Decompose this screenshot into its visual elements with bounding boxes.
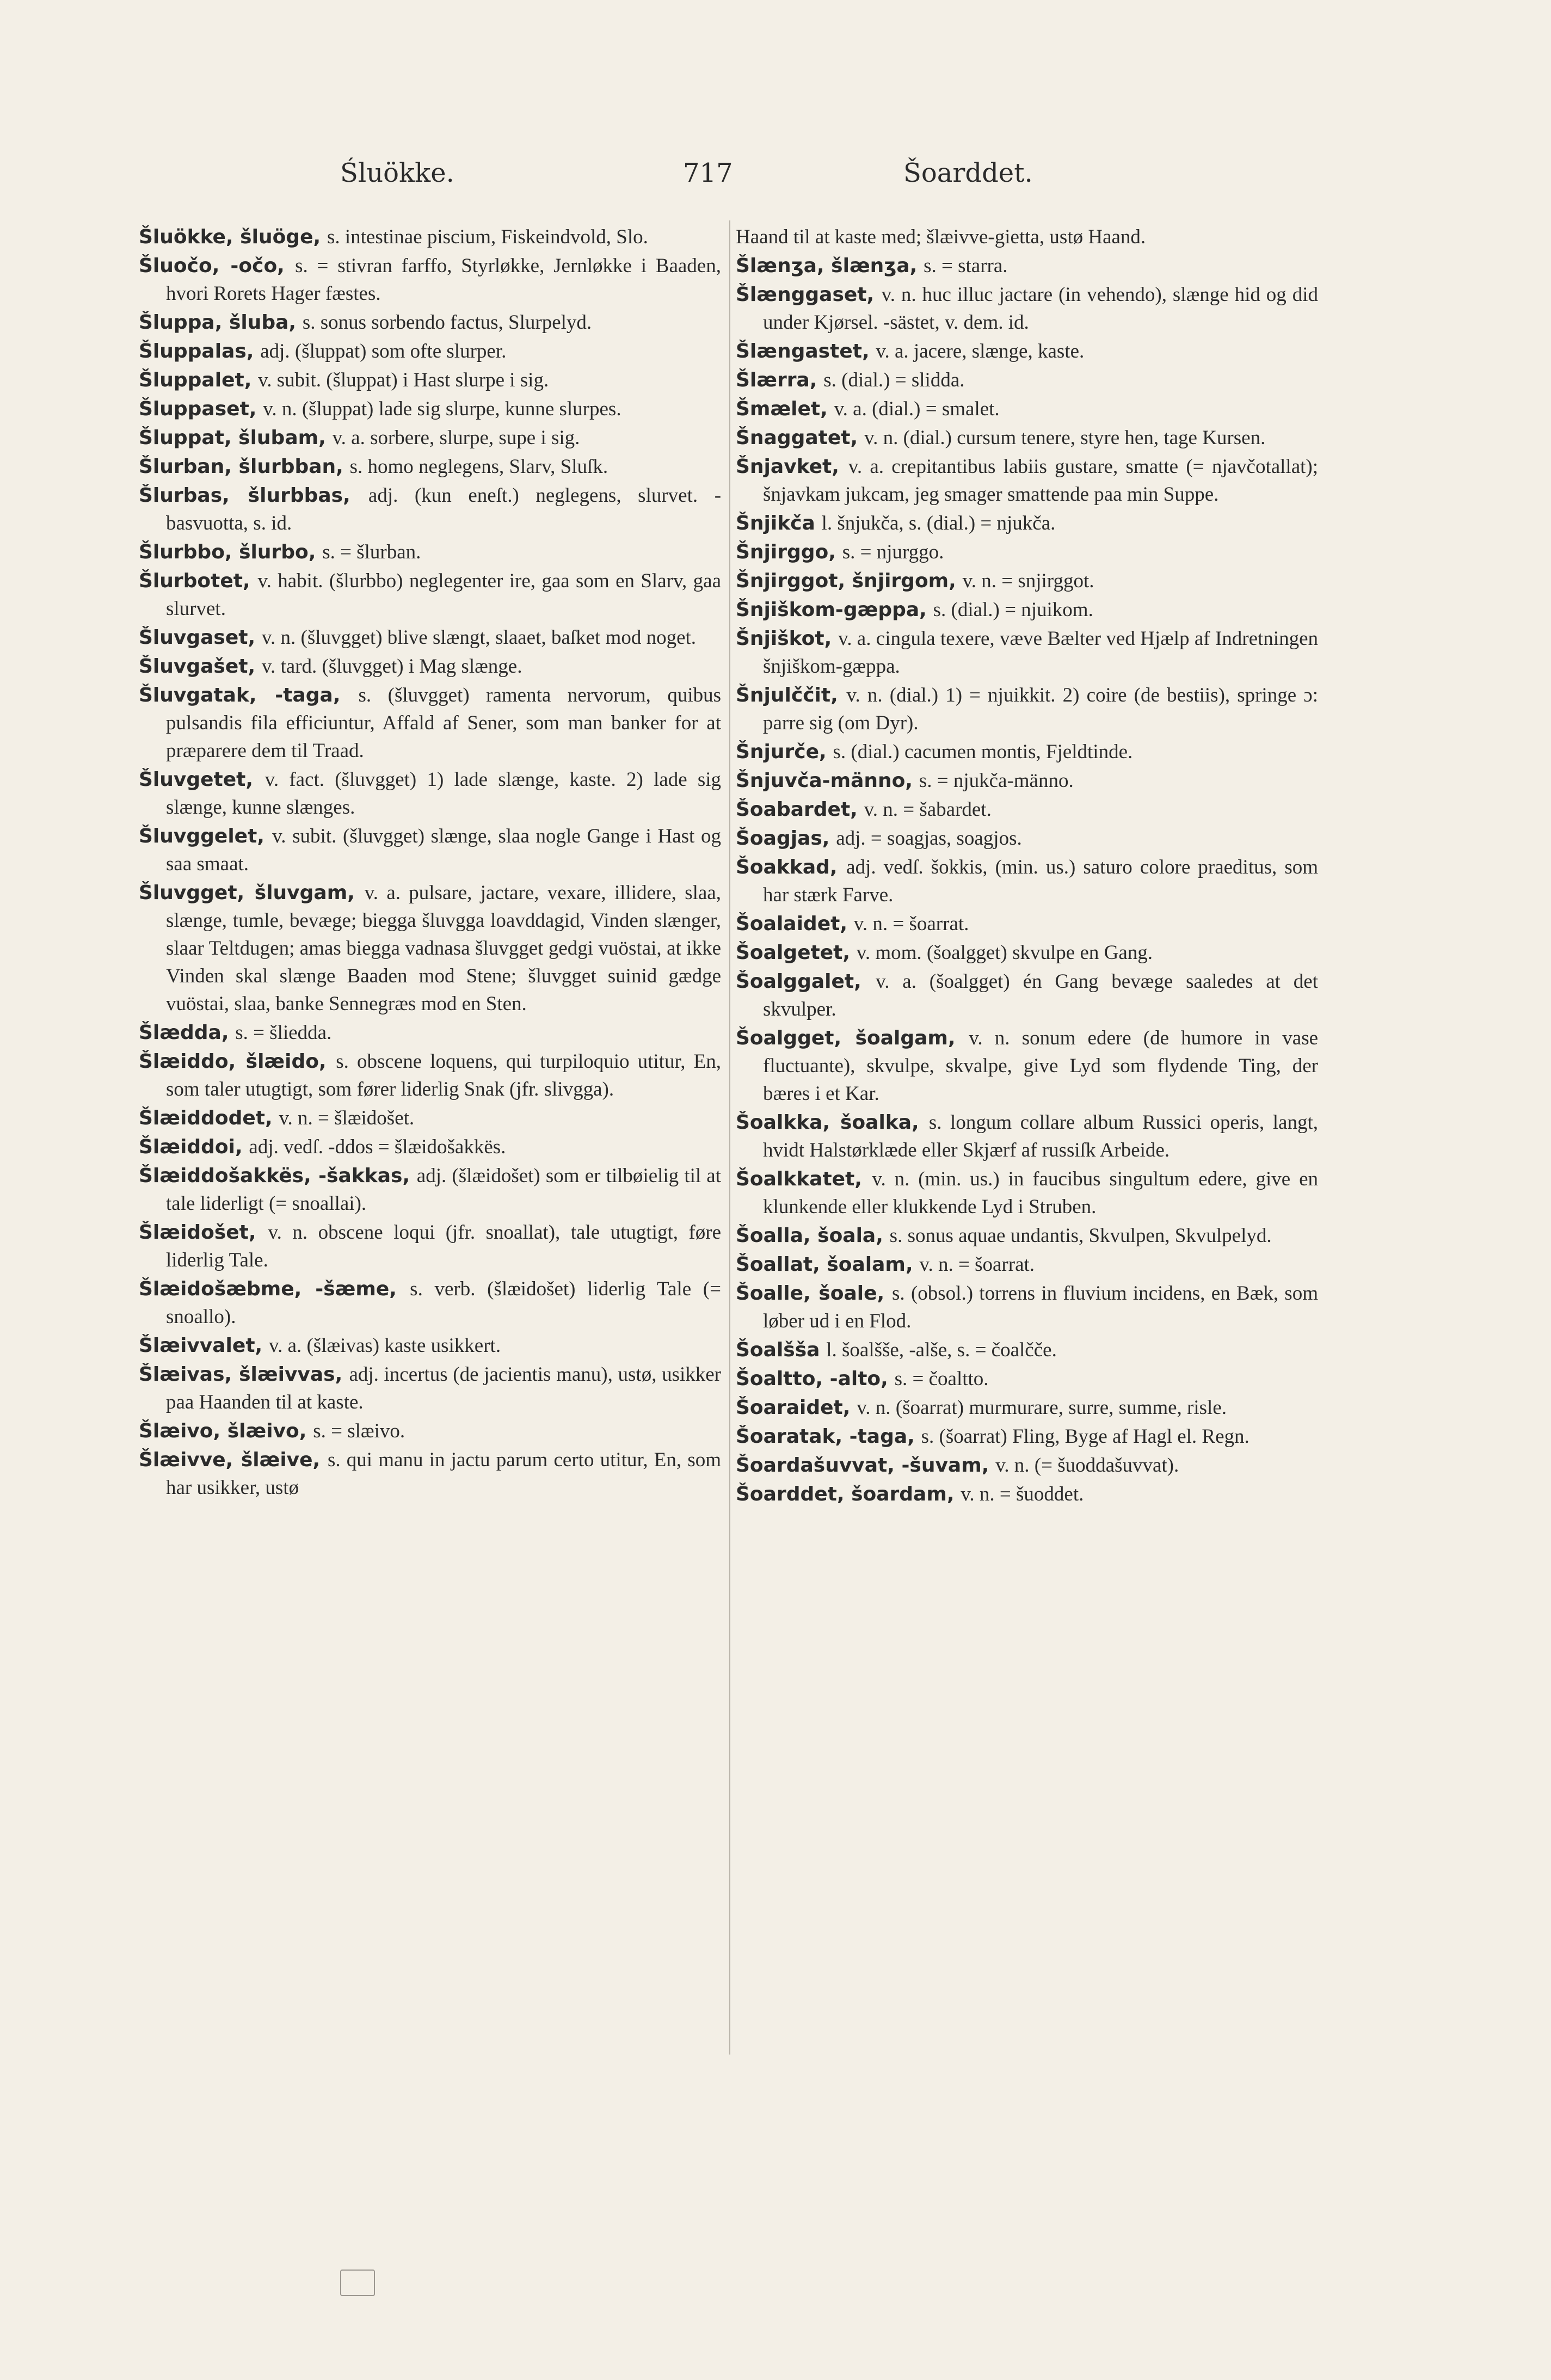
- dictionary-entry: [736, 939, 1318, 967]
- entry-headword: Šlænggaset,: [736, 284, 875, 306]
- dictionary-entry: [736, 252, 1318, 280]
- entry-definition: l. šnjukča, s. (dial.) = njukča.: [821, 512, 1056, 534]
- entry-definition: s. = čoaltto.: [894, 1368, 989, 1390]
- entry-definition: s. (šluvgget) ramenta nervorum, quibus pulsandis fila efficiuntur, Affald af Sener, som man banker for at præparere dem til Traad.: [166, 684, 722, 762]
- entry-definition: adj. = soagjas, soagjos.: [836, 827, 1022, 850]
- dictionary-entry: [139, 1048, 721, 1103]
- entry-headword: Šlurbbo, šlurbo,: [139, 541, 316, 563]
- entry-definition: v. n. = šabardet.: [864, 798, 992, 821]
- entry-headword: Šoagjas,: [736, 827, 830, 850]
- dictionary-entry: [736, 910, 1318, 938]
- entry-headword: Šnjuvča-männo,: [736, 770, 913, 792]
- entry-definition: v. n. (šluppat) lade sig slurpe, kunne slurpes.: [263, 398, 621, 420]
- dictionary-entry: [139, 482, 721, 537]
- dictionary-entry: [139, 624, 721, 651]
- entry-definition: v. n. sonum edere (de humore in vase fluctuante), skvulpe, skvalpe, give Lyd som flydende Ting, der bæres i et Kar.: [763, 1027, 1319, 1105]
- entry-headword: Šlænʒa, šlænʒa,: [736, 255, 918, 277]
- entry-definition: s. longum collare album Russici operis, langt, hvidt Halstørklæde eller Skjærf af russiſk Arbeide.: [763, 1111, 1318, 1161]
- entry-definition: s. (obsol.) torrens in fluvium incidens, en Bæk, som løber ud i en Flod.: [763, 1282, 1318, 1332]
- entry-definition: s. intestinae piscium, Fiskeindvold, Slo.: [327, 226, 648, 248]
- entry-definition: s. (šoarrat) Fling, Byge af Hagl el. Regn.: [921, 1425, 1250, 1448]
- entry-definition: v. a. cingula texere, væve Bælter ved Hjælp af Indretningen šnjiškom-gæppa.: [763, 628, 1318, 678]
- entry-headword: Šlængastet,: [736, 340, 870, 362]
- right-column: [736, 223, 1318, 1509]
- dictionary-entry: [736, 424, 1318, 452]
- dictionary-entry: [736, 1423, 1318, 1450]
- column-divider: [729, 220, 730, 2055]
- entry-headword: Šluvgaset,: [139, 626, 256, 649]
- entry-definition: v. n. (= šuoddašuvvat).: [995, 1454, 1179, 1477]
- entry-definition: v. mom. (šoalgget) skvulpe en Gang.: [856, 942, 1153, 964]
- entry-headword: Šnaggatet,: [736, 427, 858, 449]
- entry-definition: adj. vedſ. -ddos = šlæidošakkës.: [249, 1136, 506, 1158]
- entry-headword: Šluvgašet,: [139, 655, 256, 678]
- entry-definition: s. homo neglegens, Slarv, Sluſk.: [349, 456, 608, 478]
- entry-headword: Šnjiškot,: [736, 628, 832, 650]
- dictionary-entry: [736, 281, 1318, 336]
- entry-definition: s. sonus aquae undantis, Skvulpen, Skvulpelyd.: [889, 1225, 1272, 1247]
- entry-definition: s. = starra.: [924, 255, 1008, 277]
- entry-headword: Šluppaset,: [139, 398, 257, 420]
- entry-headword: Šoalgget, šoalgam,: [736, 1027, 956, 1049]
- dictionary-entry: [139, 1133, 721, 1161]
- entry-headword: Šlæivve, šlæive,: [139, 1449, 321, 1471]
- left-column: [139, 223, 721, 1503]
- entry-headword: Šoakkad,: [736, 856, 838, 878]
- entry-headword: Šoalšša: [736, 1339, 820, 1361]
- entry-headword: Šnjiškom-gæppa,: [736, 599, 927, 621]
- dictionary-entry: [139, 1104, 721, 1132]
- entry-definition: v. n. huc illuc jactare (in vehendo), slænge hid og did under Kjørsel. -sästet, v. dem. id.: [763, 284, 1318, 334]
- entry-headword: Šluvgget, šluvgam,: [139, 882, 355, 904]
- dictionary-entry: [736, 1024, 1318, 1108]
- dictionary-entry: [736, 453, 1318, 508]
- entry-headword: Šoarddet, šoardam,: [736, 1483, 955, 1505]
- dictionary-entry: [139, 1332, 721, 1360]
- dictionary-entry: [736, 767, 1318, 795]
- dictionary-entry: [139, 538, 721, 566]
- dictionary-entry: [736, 1394, 1318, 1422]
- entry-headword: Šlurbas, šlurbbas,: [139, 484, 350, 507]
- entry-headword: Šnjurče,: [736, 741, 827, 763]
- entry-headword: Šlærra,: [736, 369, 817, 391]
- dictionary-entry: [736, 825, 1318, 852]
- entry-headword: Šnjavket,: [736, 456, 839, 478]
- dictionary-entry: [139, 223, 721, 251]
- entry-headword: Šlurban, šlurbban,: [139, 456, 343, 478]
- entry-definition: v. a. sorbere, slurpe, supe i sig.: [332, 427, 580, 449]
- entry-headword: Šlurbotet,: [139, 570, 250, 592]
- entry-headword: Šlæivo, šlæivo,: [139, 1420, 307, 1442]
- dictionary-entry: [139, 252, 721, 308]
- entry-definition: l. šoalšše, -alše, s. = čoalčče.: [826, 1339, 1057, 1361]
- entry-headword: Šoalle, šoale,: [736, 1282, 885, 1305]
- dictionary-entry: [736, 1251, 1318, 1278]
- entry-definition: s. = njukča-männo.: [919, 770, 1074, 792]
- dictionary-entry: [139, 337, 721, 365]
- entry-headword: Šoaratak, -taga,: [736, 1425, 915, 1448]
- dictionary-entry: [139, 453, 721, 481]
- entry-headword: Šlæiddo, šlæido,: [139, 1050, 327, 1073]
- entry-definition: v. n. (dial.) cursum tenere, styre hen, tage Kursen.: [864, 427, 1266, 449]
- entry-definition: v. n. = snjirggot.: [962, 570, 1094, 592]
- entry-definition: v. n. (šluvgget) blive slængt, slaaet, baſket mod noget.: [261, 626, 697, 649]
- entry-definition: v. n. = šoarrat.: [853, 913, 969, 935]
- dictionary-entry: [736, 1165, 1318, 1221]
- entry-headword: Šoalla, šoala,: [736, 1225, 883, 1247]
- dictionary-entry: [139, 1162, 721, 1217]
- dictionary-entry: [736, 223, 1318, 251]
- entry-definition: v. a. (šoalgget) én Gang bevæge saaledes at det skvulper.: [763, 970, 1318, 1020]
- entry-headword: Šoalggalet,: [736, 970, 861, 993]
- entry-headword: Šlædda,: [139, 1022, 229, 1044]
- dictionary-entry: [736, 968, 1318, 1023]
- entry-headword: Šnjirggo,: [736, 541, 836, 563]
- entry-definition: s. verb. (šlæidošet) liderlig Tale (= snoallo).: [166, 1278, 721, 1328]
- entry-headword: Šluvgetet,: [139, 768, 254, 791]
- dictionary-entry: [139, 424, 721, 452]
- entry-definition: adj. (kun eneſt.) neglegens, slurvet. -basvuotta, s. id.: [166, 484, 722, 534]
- dictionary-entry: [736, 853, 1318, 909]
- entry-definition: v. n. obscene loqui (jfr. snoallat), tale utugtigt, føre liderlig Tale.: [166, 1221, 721, 1271]
- entry-headword: Šlæiddošakkës, -šakkas,: [139, 1165, 410, 1187]
- entry-definition: v. n. = šoarrat.: [919, 1253, 1035, 1276]
- entry-definition: s. = šliedda.: [235, 1022, 332, 1044]
- entry-headword: Šlæivvalet,: [139, 1334, 263, 1357]
- entry-definition: s. (dial.) = njuikom.: [933, 599, 1093, 621]
- dictionary-entry: [139, 1361, 721, 1416]
- entry-definition: v. a. (dial.) = smalet.: [834, 398, 1000, 420]
- dictionary-entry: [139, 309, 721, 336]
- entry-headword: Šoaraidet,: [736, 1397, 851, 1419]
- entry-headword: Šlæiddodet,: [139, 1107, 273, 1129]
- entry-definition: v. a. crepitantibus labiis gustare, smatte (= njavčotallat); šnjavkam jukcam, jeg smager smattende paa min Suppe.: [763, 456, 1319, 506]
- dictionary-entry: [139, 1417, 721, 1445]
- entry-definition: s. qui manu in jactu parum certo utitur, En, som har usikker, ustø: [166, 1449, 721, 1499]
- entry-headword: Šlæidošæbme, -šæme,: [139, 1278, 397, 1300]
- entry-definition: v. fact. (šluvgget) 1) lade slænge, kaste. 2) lade sig slænge, kunne slænges.: [166, 768, 721, 819]
- entry-definition: s. obscene loquens, qui turpiloquio utitur, En, som taler utugtigt, som fører liderlig Snak (jfr. slivgga).: [166, 1050, 721, 1100]
- entry-definition: v. n. = šlæidošet.: [279, 1107, 415, 1129]
- entry-headword: Šlæiddoi,: [139, 1136, 243, 1158]
- entry-headword: Šnjirggot, šnjirgom,: [736, 570, 956, 592]
- dictionary-entry: [139, 653, 721, 680]
- dictionary-entry: [139, 1019, 721, 1047]
- entry-definition: s. = slæivo.: [313, 1420, 405, 1442]
- entry-definition: adj. vedſ. šokkis, (min. us.) saturo colore praeditus, som har stærk Farve.: [763, 856, 1318, 906]
- dictionary-entry: [736, 1365, 1318, 1393]
- dictionary-entry: [139, 395, 721, 423]
- dictionary-entry: [736, 567, 1318, 595]
- dictionary-entry: [736, 681, 1318, 737]
- entry-headword: Šluppa, šluba,: [139, 311, 297, 334]
- entry-definition: v. subit. (šluvgget) slænge, slaa nogle Gange i Hast og saa smaat.: [166, 825, 721, 875]
- entry-headword: Šoalkkatet,: [736, 1168, 862, 1190]
- entry-headword: Šluppalet,: [139, 369, 252, 391]
- entry-definition: v. subit. (šluppat) i Hast slurpe i sig.: [258, 369, 549, 391]
- entry-definition: v. n. (dial.) 1) = njuikkit. 2) coire (de bestiis), springe ɔ: parre sig (om Dyr).: [763, 684, 1319, 734]
- entry-definition: v. a. (šlæivas) kaste usikkert.: [268, 1334, 501, 1357]
- entry-definition: Haand til at kaste med; šlæivve-gietta, ustø Haand.: [736, 226, 1146, 248]
- page-header: [0, 158, 1551, 201]
- library-stamp-mark: [340, 2270, 375, 2296]
- entry-definition: v. a. pulsare, jactare, vexare, illidere, slaa, slænge, tumle, bevæge; biegga šluvgga loavddagid, Vinden slænger, slaar Teltdugen; amas biegga vadnasa šluvgget gedgi vuöstai, at ikke Vinden skal slænge Baaden mod Stene; šluvgget suinid gædge vuöstai, slaa, banke Sennegræs mod en Sten.: [166, 882, 721, 1015]
- dictionary-entry: [139, 766, 721, 821]
- entry-headword: Šluökke, šluöge,: [139, 226, 321, 248]
- entry-headword: Šmælet,: [736, 398, 828, 420]
- entry-definition: adj. (šluppat) som ofte slurper.: [260, 340, 507, 362]
- entry-definition: adj. incertus (de jacientis manu), ustø, usikker paa Haanden til at kaste.: [166, 1363, 721, 1413]
- dictionary-entry: [139, 1446, 721, 1502]
- dictionary-entry: [139, 1275, 721, 1331]
- header-right-catchword: Šoarddet.: [903, 158, 1033, 188]
- dictionary-entry: [139, 1219, 721, 1274]
- entry-headword: Šoalaidet,: [736, 913, 847, 935]
- dictionary-entry: [736, 1480, 1318, 1508]
- dictionary-entry: [736, 1222, 1318, 1250]
- entry-definition: s. = stivran farffo, Styrløkke, Jernløkke i Baaden, hvori Rorets Hager fæstes.: [166, 255, 721, 305]
- dictionary-entry: [736, 366, 1318, 394]
- entry-headword: Šnjulččit,: [736, 684, 838, 706]
- entry-definition: v. n. (šoarrat) murmurare, surre, summe, risle.: [857, 1397, 1227, 1419]
- dictionary-entry: [736, 596, 1318, 624]
- header-left-catchword: Śluökke.: [340, 158, 454, 188]
- dictionary-entry: [736, 395, 1318, 423]
- dictionary-entry: [736, 1336, 1318, 1364]
- dictionary-entry: [736, 509, 1318, 537]
- dictionary-entry: [139, 681, 721, 765]
- dictionary-entry: [139, 567, 721, 623]
- entry-headword: Šluvgatak, -taga,: [139, 684, 341, 706]
- entry-headword: Šnjikča: [736, 512, 815, 534]
- dictionary-entry: [139, 822, 721, 878]
- entry-definition: s. = njurggo.: [842, 541, 944, 563]
- dictionary-entry: [736, 625, 1318, 680]
- page-number: 717: [683, 158, 733, 188]
- dictionary-entry: [736, 796, 1318, 823]
- entry-definition: s. (dial.) cacumen montis, Fjeldtinde.: [833, 741, 1133, 763]
- entry-definition: s. = šlurban.: [322, 541, 421, 563]
- dictionary-entry: [139, 366, 721, 394]
- dictionary-entry: [736, 738, 1318, 766]
- entry-definition: adj. (šlæidošet) som er tilbøielig til at tale liderligt (= snoallai).: [166, 1165, 721, 1215]
- entry-headword: Šoallat, šoalam,: [736, 1253, 913, 1276]
- dictionary-entry: [736, 1280, 1318, 1335]
- dictionary-entry: [736, 1452, 1318, 1479]
- dictionary-entry: [736, 337, 1318, 365]
- entry-definition: v. tard. (šluvgget) i Mag slænge.: [261, 655, 522, 678]
- entry-definition: s. (dial.) = slidda.: [823, 369, 965, 391]
- entry-headword: Šluppat, šlubam,: [139, 427, 326, 449]
- entry-headword: Šluočo, -očo,: [139, 255, 285, 277]
- dictionary-entry: [736, 1109, 1318, 1164]
- entry-definition: v. habit. (šlurbbo) neglegenter ire, gaa som en Slarv, gaa slurvet.: [166, 570, 722, 620]
- entry-headword: Šluvggelet,: [139, 825, 264, 847]
- entry-definition: v. n. (min. us.) in faucibus singultum edere, give en klunkende eller klukkende Lyd i Struben.: [763, 1168, 1318, 1218]
- entry-headword: Šlæidošet,: [139, 1221, 256, 1244]
- entry-headword: Šoalkka, šoalka,: [736, 1111, 919, 1134]
- entry-definition: v. a. jacere, slænge, kaste.: [876, 340, 1085, 362]
- entry-headword: Šlæivas, šlæivvas,: [139, 1363, 343, 1386]
- entry-definition: v. n. = šuoddet.: [961, 1483, 1084, 1505]
- entry-headword: Šoabardet,: [736, 798, 858, 821]
- entry-headword: Šoaltto, -alto,: [736, 1368, 888, 1390]
- entry-headword: Šluppalas,: [139, 340, 254, 362]
- dictionary-entry: [139, 879, 721, 1018]
- entry-headword: Šoalgetet,: [736, 942, 850, 964]
- dictionary-entry: [736, 538, 1318, 566]
- entry-definition: s. sonus sorbendo factus, Slurpelyd.: [302, 311, 592, 334]
- entry-headword: Šoardašuvvat, -šuvam,: [736, 1454, 989, 1477]
